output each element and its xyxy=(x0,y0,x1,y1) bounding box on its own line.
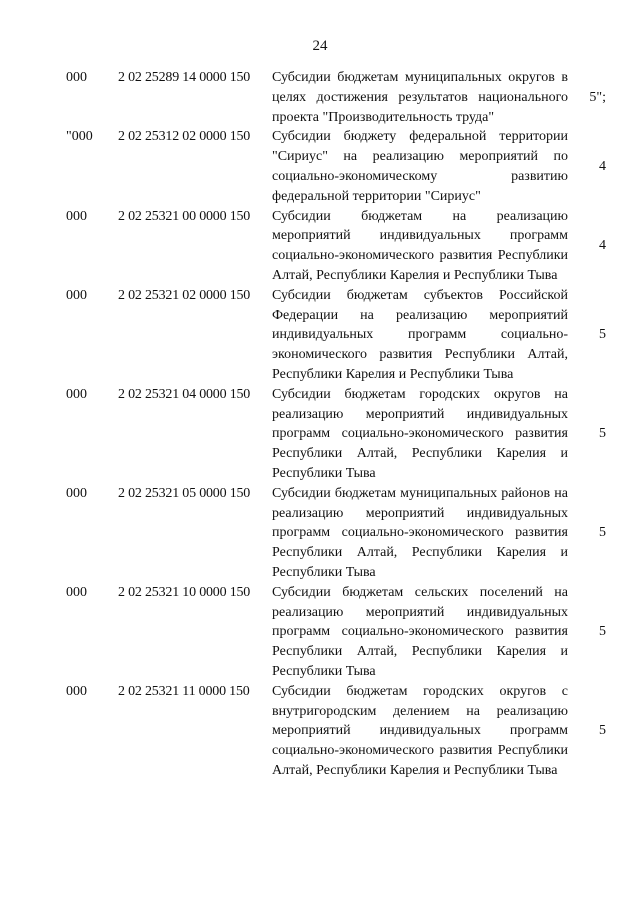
budget-classification-code: 2 02 25289 14 0000 150 xyxy=(118,70,251,85)
budget-classification-code: 2 02 25321 05 0000 150 xyxy=(118,485,251,501)
row-description: Субсидии бюджетам муниципальных округов в целях достижения результатов национального проекта "Производительность труда" xyxy=(272,70,568,125)
budget-code-table xyxy=(66,68,606,781)
budget-classification-code: 2 02 25321 10 0000 150 xyxy=(118,584,251,600)
row-value: 5 xyxy=(599,624,606,640)
table-row xyxy=(66,286,606,385)
row-description: Субсидии бюджетам сельских поселений на реализацию мероприятий индивидуальных программ социально-экономического развития Республики Алтай, Республики Карелия и Республики Тыва xyxy=(272,584,568,679)
admin-code: 000 xyxy=(66,386,87,402)
admin-code: 000 xyxy=(66,683,87,699)
row-description: Субсидии бюджетам субъектов Российской Федерации на реализацию мероприятий индивидуальных программ социально-экономического развития Республики Алтай, Республики Карелия и Республики Тыва xyxy=(272,287,568,382)
table-row xyxy=(66,385,606,484)
row-value: 4 xyxy=(599,158,606,174)
row-description: Субсидии бюджетам на реализацию мероприятий индивидуальных программ социально-экономического развития Республики Алтай, Республики Карелия и Республики Тыва xyxy=(272,208,568,283)
row-value: 4 xyxy=(599,238,606,254)
admin-code: 000 xyxy=(66,287,87,303)
table-row xyxy=(66,484,606,583)
row-description: Субсидии бюджетам городских округов с внутригородским делением на реализацию мероприятий индивидуальных программ социально-экономического развития Республики Алтай, Республики Карелия и Республики Тыва xyxy=(272,683,568,778)
row-description: Субсидии бюджетам городских округов на реализацию мероприятий индивидуальных программ социально-экономического развития Республики Алтай, Республики Карелия и Республики Тыва xyxy=(272,386,568,481)
row-description: Субсидии бюджету федеральной территории "Сириус" на реализацию мероприятий по социально-экономическому развитию федеральной территории "Сириус" xyxy=(272,129,568,204)
page-number: 24 xyxy=(312,38,328,54)
budget-classification-code: 2 02 25321 11 0000 150 xyxy=(118,683,250,699)
table-row xyxy=(66,583,606,682)
admin-code: 000 xyxy=(66,485,87,501)
row-value: 5 xyxy=(599,723,606,739)
budget-classification-code: 2 02 25321 04 0000 150 xyxy=(118,386,251,402)
admin-code: 000 xyxy=(66,208,87,224)
row-value: 5"; xyxy=(589,89,606,105)
table-row xyxy=(66,68,606,127)
row-description: Субсидии бюджетам муниципальных районов на реализацию мероприятий индивидуальных программ социально-экономического развития Республики Алтай, Республики Карелия и Республики Тыва xyxy=(272,485,568,580)
row-value: 5 xyxy=(599,426,606,442)
table-row xyxy=(66,207,606,286)
budget-classification-code: 2 02 25321 02 0000 150 xyxy=(118,287,251,303)
admin-code: "000 xyxy=(66,129,93,145)
table-row xyxy=(66,127,606,206)
admin-code: 000 xyxy=(66,584,87,600)
table-row xyxy=(66,682,606,781)
row-value: 5 xyxy=(599,525,606,541)
budget-classification-code: 2 02 25312 02 0000 150 xyxy=(118,129,251,145)
budget-classification-code: 2 02 25321 00 0000 150 xyxy=(118,208,251,224)
admin-code: 000 xyxy=(66,70,87,85)
row-value: 5 xyxy=(599,327,606,343)
